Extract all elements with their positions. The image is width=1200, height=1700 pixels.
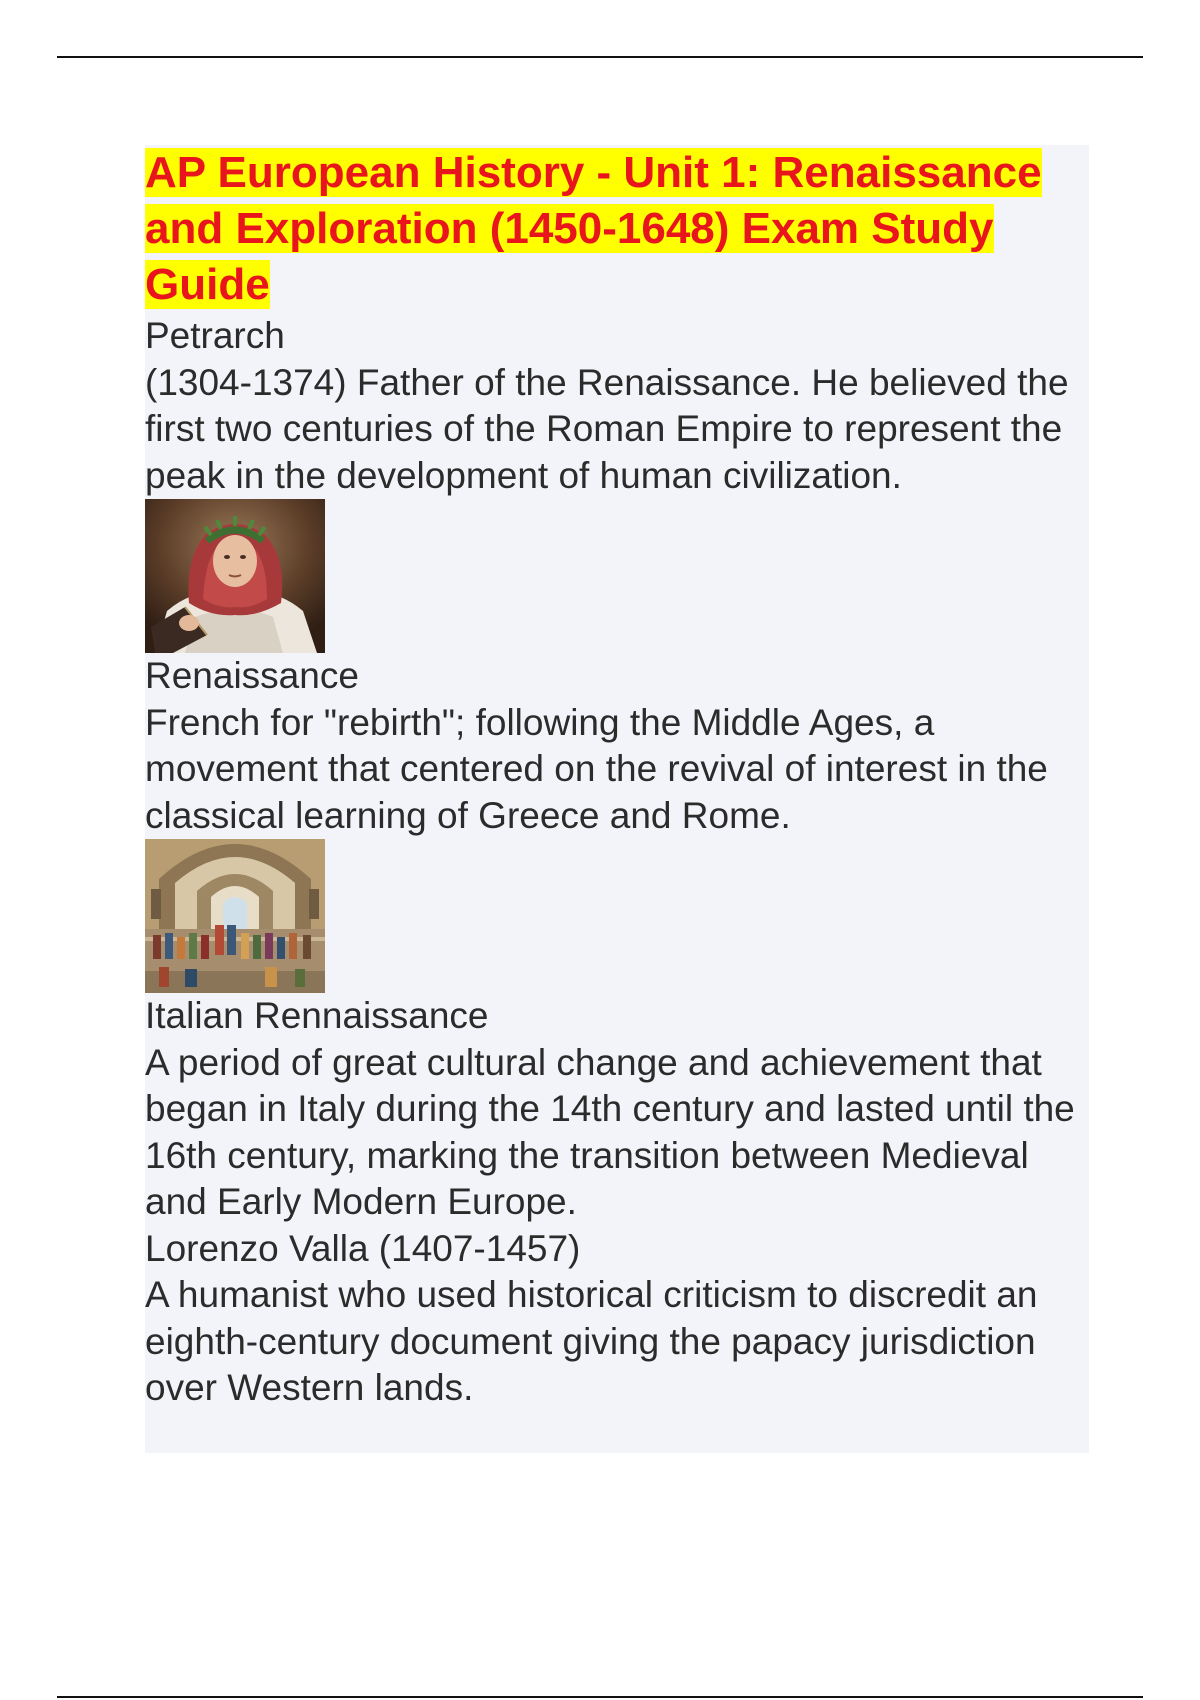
entry-renaissance	[145, 653, 1089, 993]
entry-definition: A humanist who used historical criticism to discredit an eighth-century document giving the papacy jurisdiction over Western lands.	[145, 1274, 1038, 1408]
entry-definition: (1304-1374) Father of the Renaissance. He believed the first two centuries of the Roman Empire to represent the peak in the development of human civilization.	[145, 361, 1069, 496]
top-rule	[57, 56, 1143, 58]
entry-lorenzo-valla	[145, 1226, 1089, 1412]
entry-term: Lorenzo Valla (1407-1457)	[145, 1227, 581, 1269]
study-guide-content	[145, 145, 1089, 1453]
bottom-rule	[57, 1696, 1143, 1698]
petrarch-portrait-image	[145, 499, 325, 653]
school-of-athens-image	[145, 839, 325, 993]
entry-definition: A period of great cultural change and achievement that began in Italy during the 14th century and lasted until the 16th century, marking the transition between Medieval and Early Modern Europe.	[145, 1041, 1075, 1222]
document-title	[145, 145, 1089, 313]
entry-term: Petrarch	[145, 315, 285, 356]
entry-italian-renaissance	[145, 993, 1089, 1226]
entry-term: Renaissance	[145, 655, 359, 696]
entry-definition: French for "rebirth"; following the Middle Ages, a movement that centered on the revival of interest in the classical learning of Greece and Rome.	[145, 701, 1048, 836]
entry-petrarch	[145, 313, 1089, 653]
entry-term: Italian Rennaissance	[145, 995, 489, 1036]
title-highlight: AP European History - Unit 1: Renaissance and Exploration (1450-1648) Exam Study Guide	[145, 148, 1042, 309]
